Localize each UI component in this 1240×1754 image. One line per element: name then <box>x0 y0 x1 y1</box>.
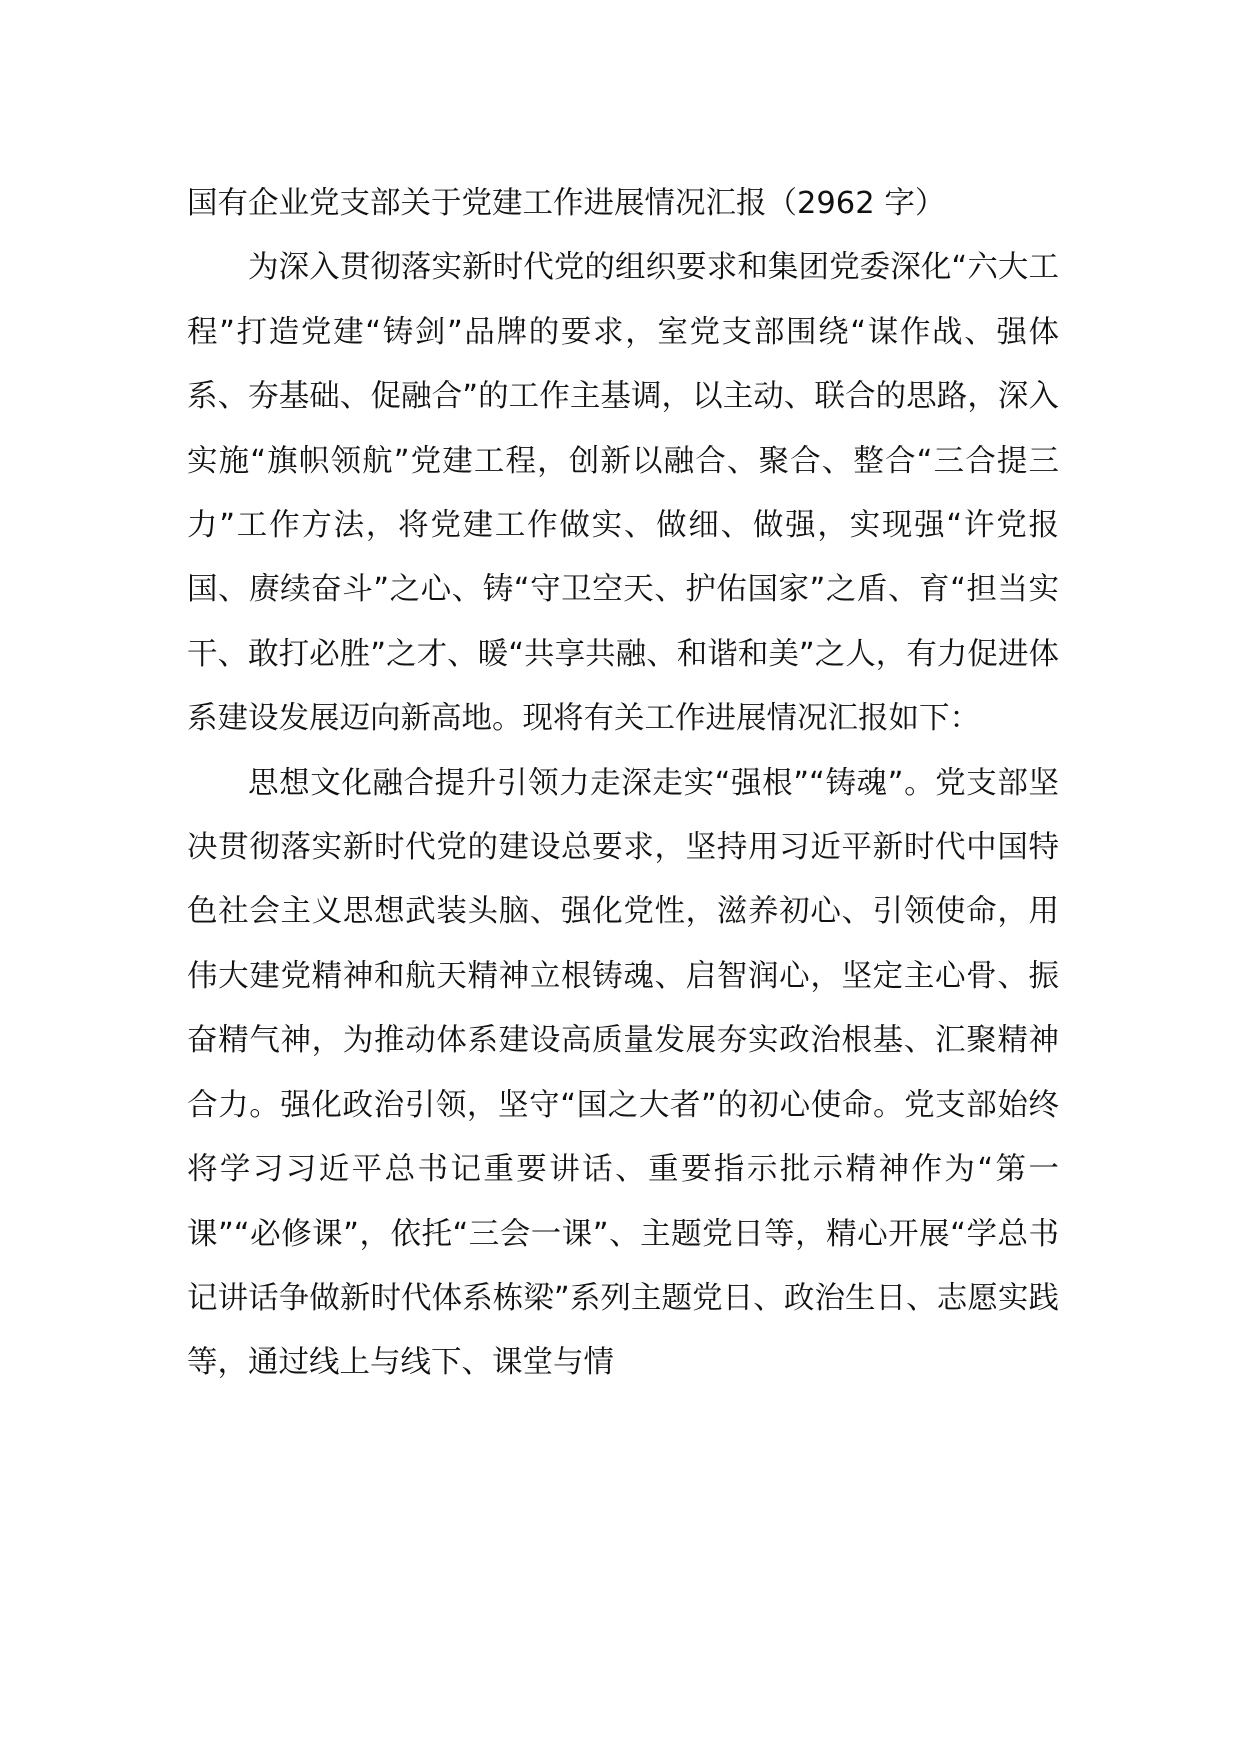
document-body <box>187 172 1059 1396</box>
paragraph-intro: 为深入贯彻落实新时代党的组织要求和集团党委深化“六大工程”打造党建“铸剑”品牌的要求，室党支部围绕“谋作战、强体系、夯基础、促融合”的工作主基调，以主动、联合的思路，深入实施“旗帜领航”党建工程，创新以融合、聚合、整合“三合提三力”工作方法，将党建工作做实、做细、做强，实现强“许党报国、赓续奋斗”之心、铸“守卫空天、护佑国家”之盾、育“担当实干、敢打必胜”之才、暖“共享共融、和谐和美”之人，有力促进体系建设发展迈向新高地。现将有关工作进展情况汇报如下： <box>187 250 1059 737</box>
document-title: 国有企业党支部关于党建工作进展情况汇报（2962 字） <box>187 186 946 221</box>
paragraph-ideology-culture: 思想文化融合提升引领力走深走实“强根”“铸魂”。党支部坚决贯彻落实新时代党的建设总要求，坚持用习近平新时代中国特色社会主义思想武装头脑、强化党性，滋养初心、引领使命，用伟大建党精神和航天精神立根铸魂、启智润心，坚定主心骨、振奋精气神，为推动体系建设高质量发展夯实政治根基、汇聚精神合力。强化政治引领，坚守“国之大者”的初心使命。党支部始终将学习习近平总书记重要讲话、重要指示批示精神作为“第一课”“必修课”，依托“三会一课”、主题党日等，精心开展“学总书记讲话争做新时代体系栋梁”系列主题党日、政治生日、志愿实践等，通过线上与线下、课堂与情 <box>187 765 1059 1381</box>
